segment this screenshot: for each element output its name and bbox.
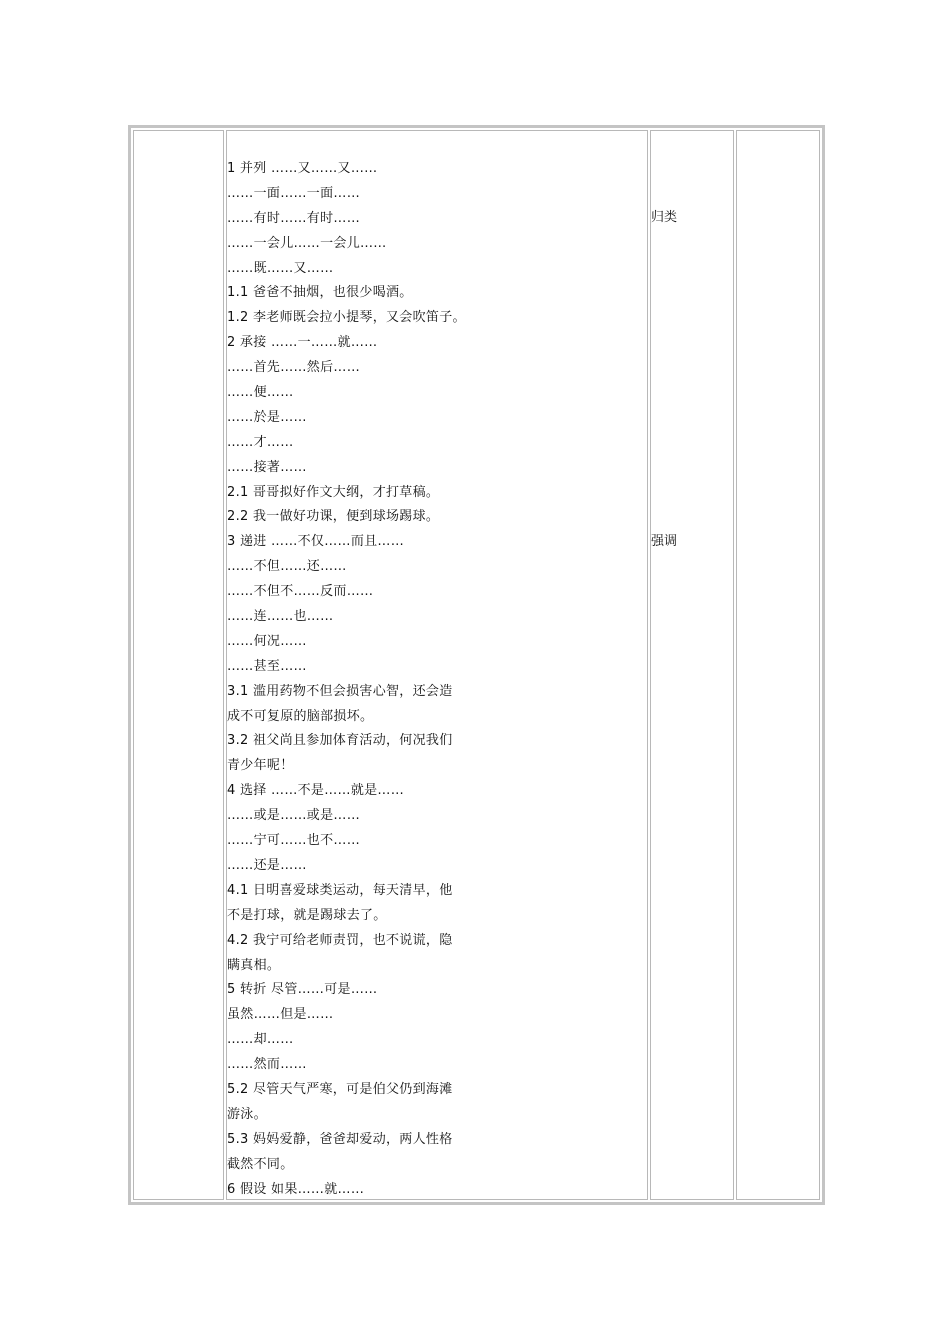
content-line: 4 选择 ……不是……就是…… [227, 783, 405, 799]
content-line: 游泳。 [227, 1106, 267, 1122]
content-line: ……然而…… [227, 1057, 307, 1073]
content-line: ……宁可……也不…… [227, 833, 360, 849]
content-line: 5.3 妈妈爱静，爸爸却爱动，两人性格 [227, 1131, 453, 1147]
content-line: ……却…… [227, 1032, 294, 1048]
content-line: ……便…… [227, 385, 294, 401]
content-cell [226, 130, 648, 1200]
content-line: 1.2 李老师既会拉小提琴，又会吹笛子。 [227, 310, 466, 326]
content-line: ……於是…… [227, 409, 307, 425]
content-line: 不是打球，就是踢球去了。 [227, 907, 387, 923]
content-line: 虽然……但是…… [227, 1007, 334, 1023]
content-line: ……接著…… [227, 459, 307, 475]
content-line: 2.1 哥哥拟好作文大纲，才打草稿。 [227, 484, 440, 500]
content-line: ……首先……然后…… [227, 360, 360, 376]
content-line: 成不可复原的脑部损坏。 [227, 708, 374, 724]
empty-cell-right [736, 130, 820, 1200]
document-table [128, 125, 825, 1205]
content-line: 瞒真相。 [227, 957, 281, 973]
content-line: ……才…… [227, 434, 294, 450]
content-line: ……甚至…… [227, 658, 307, 674]
content-line: 4.1 日明喜爱球类运动，每天清早，他 [227, 882, 453, 898]
content-line: 3.2 祖父尚且参加体育活动，何况我们 [227, 733, 453, 749]
content-lines [227, 157, 647, 1200]
content-line: 3 递进 ……不仅……而且…… [227, 534, 405, 550]
content-line: 6 假设 如果……就…… [227, 1181, 365, 1197]
content-line: ……连……也…… [227, 609, 334, 625]
content-line: 2 承接 ……一……就…… [227, 335, 378, 351]
content-line: 青少年呢！ [227, 758, 294, 774]
empty-cell-left [133, 130, 224, 1200]
content-line: 1.1 爸爸不抽烟，也很少喝酒。 [227, 285, 413, 301]
content-line: ……何况…… [227, 633, 307, 649]
side-label-emphasis: 强调 [651, 534, 678, 549]
content-line: 5.2 尽管天气严寒，可是伯父仍到海滩 [227, 1081, 453, 1097]
content-line: 5 转折 尽管……可是…… [227, 982, 378, 998]
content-line: ……不但……还…… [227, 559, 347, 575]
table-row [133, 130, 820, 1200]
content-line: 4.2 我宁可给老师责罚，也不说谎，隐 [227, 932, 453, 948]
content-line: 1 并列 ……又……又…… [227, 161, 378, 176]
content-line: ……既……又…… [227, 260, 334, 276]
content-line: ……一会儿……一会儿…… [227, 235, 387, 251]
content-line: 3.1 滥用药物不但会损害心智，还会造 [227, 683, 453, 699]
category-cell [650, 130, 734, 1200]
content-line: ……或是……或是…… [227, 808, 360, 824]
content-line: ……还是…… [227, 857, 307, 873]
content-line: ……不但不……反而…… [227, 584, 374, 600]
content-line: ……一面……一面…… [227, 185, 360, 201]
content-line: 2.2 我一做好功课，便到球场踢球。 [227, 509, 440, 525]
side-label-category: 归类 [651, 210, 678, 225]
content-line: 截然不同。 [227, 1156, 294, 1172]
content-line: ……有时……有时…… [227, 210, 360, 226]
